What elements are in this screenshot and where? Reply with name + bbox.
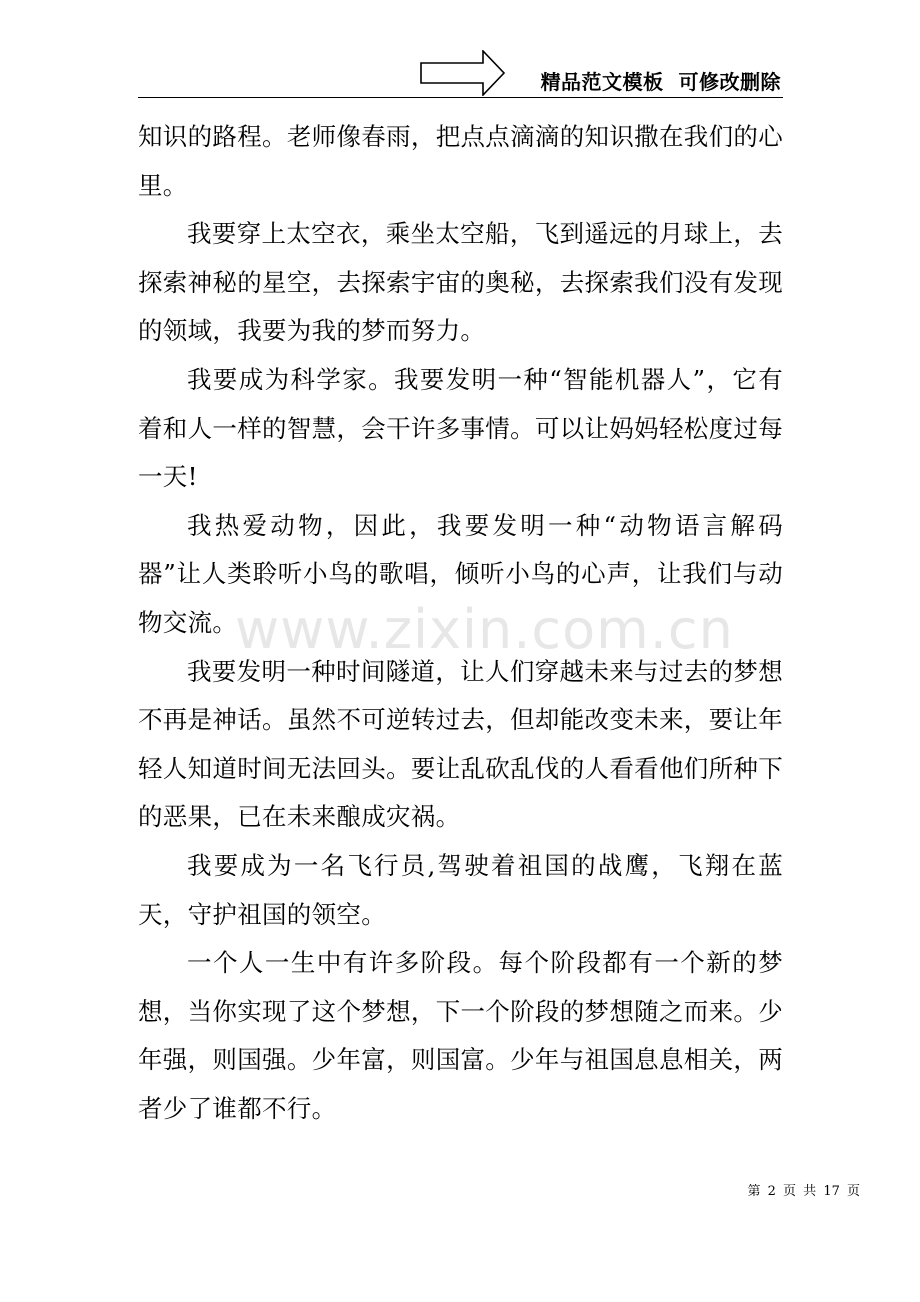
paragraph: 我热爱动物，因此，我要发明一种“动物语言解码器”让人类聆听小鸟的歌唱，倾听小鸟的心声，让我们与动物交流。 [138,510,783,637]
header-title: 精品范文模板 可修改删除 [540,70,781,94]
page-header [138,48,783,98]
paragraph: 我要成为科学家。我要发明一种“智能机器人”，它有着和人一样的智慧，会干许多事情。可以让妈妈轻松度过每一天! [138,364,783,492]
right-arrow-outline-icon [420,50,506,96]
paragraph: 我要成为一名飞行员,驾驶着祖国的战鹰，飞翔在蓝天，守护祖国的领空。 [138,850,783,929]
watermark: www.zixin.com.cn [235,598,734,661]
paragraph: 我要发明一种时间隧道，让人们穿越未来与过去的梦想不再是神话。虽然不可逆转过去，但却能改变未来，要让年轻人知道时间无法回头。要让乱砍乱伐的人看看他们所种下的恶果，已在未来酿成灾祸。 [138,656,783,832]
paragraph: 一个人一生中有许多阶段。每个阶段都有一个新的梦想，当你实现了这个梦想，下一个阶段的梦想随之而来。少年强，则国强。少年富，则国富。少年与祖国息息相关，两者少了谁都不行。 [138,948,783,1123]
page-number: 第 2 页 共 17 页 [747,1184,860,1199]
document-body [138,113,783,1133]
paragraph: 知识的路程。老师像春雨，把点点滴滴的知识撒在我们的心里。 [138,122,783,200]
header-divider [138,97,783,98]
paragraph: 我要穿上太空衣，乘坐太空船，飞到遥远的月球上，去探索神秘的星空，去探索宇宙的奥秘，去探索我们没有发现的领域，我要为我的梦而努力。 [138,219,783,346]
